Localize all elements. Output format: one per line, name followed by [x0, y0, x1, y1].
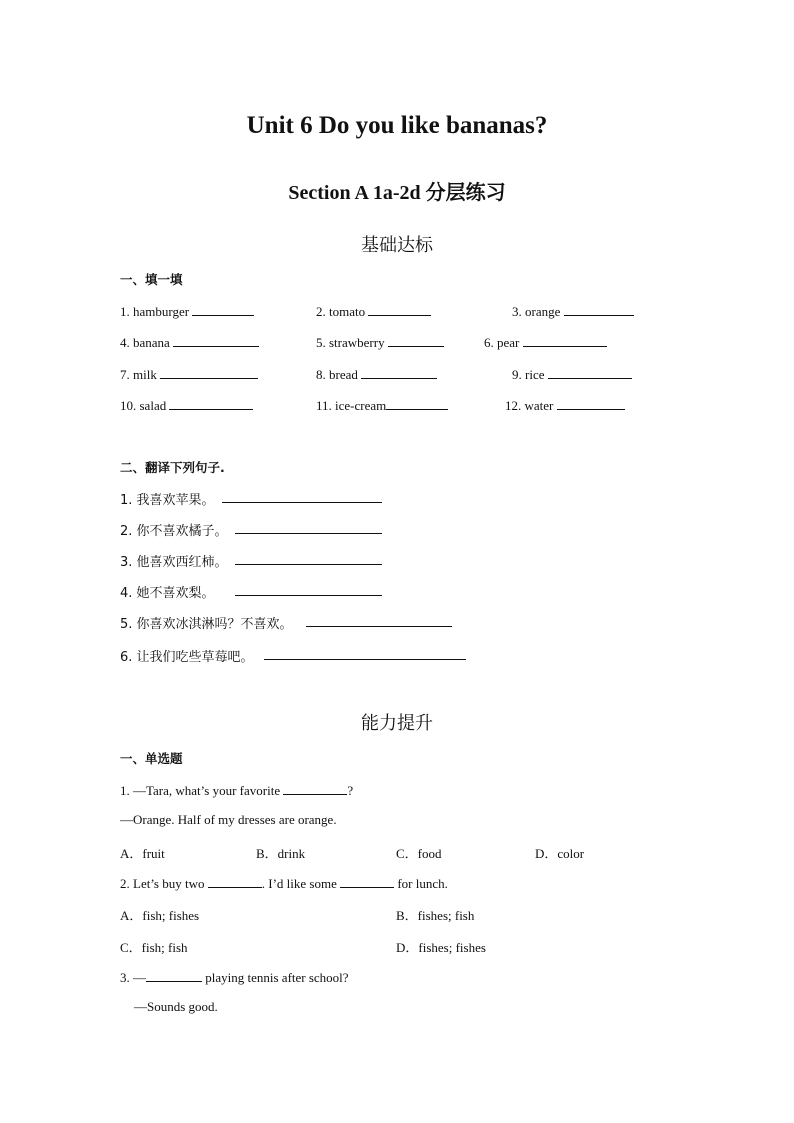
q1-option-a[interactable]: A．fruit [120, 846, 165, 861]
answer-blank[interactable] [283, 781, 347, 795]
part1-heading: 一、填一填 [120, 272, 183, 287]
answer-blank[interactable] [386, 396, 448, 410]
fill-item-11: 11. ice-cream [316, 396, 448, 414]
answer-blank[interactable] [160, 365, 258, 379]
part3-heading: 一、单选题 [120, 751, 183, 766]
question-1-reply: —Orange. Half of my dresses are orange. [120, 812, 337, 827]
fill-item-1: 1. hamburger [120, 302, 254, 320]
basic-level-heading: 基础达标 [361, 235, 433, 256]
translate-item-4: 4. 她不喜欢梨。 [120, 586, 215, 601]
translate-item-2: 2. 你不喜欢橘子。 [120, 524, 228, 539]
answer-blank[interactable] [306, 613, 452, 627]
answer-blank[interactable] [368, 302, 431, 316]
answer-blank[interactable] [235, 520, 382, 534]
q2-option-d[interactable]: D．fishes; fishes [396, 940, 486, 955]
question-1: 1. —Tara, what’s your favorite ? [120, 783, 354, 798]
page-title: Unit 6 Do you like bananas? [246, 112, 548, 139]
fill-item-5: 5. strawberry [316, 333, 444, 351]
q2-option-c[interactable]: C．fish; fish [120, 940, 188, 955]
q1-option-b[interactable]: B．drink [256, 846, 306, 861]
answer-blank[interactable] [264, 646, 466, 660]
answer-blank[interactable] [340, 874, 394, 888]
answer-blank[interactable] [388, 333, 444, 347]
question-3: 3. — playing tennis after school? [120, 970, 349, 985]
answer-blank[interactable] [235, 582, 382, 596]
answer-blank[interactable] [222, 489, 382, 503]
q2-option-b[interactable]: B．fishes; fish [396, 908, 475, 923]
fill-item-6: 6. pear [484, 333, 607, 351]
answer-blank[interactable] [173, 333, 259, 347]
question-3-reply: —Sounds good. [134, 999, 218, 1014]
answer-blank[interactable] [548, 365, 632, 379]
translate-item-3: 3. 他喜欢西红柿。 [120, 555, 228, 570]
answer-blank[interactable] [361, 365, 437, 379]
fill-item-4: 4. banana [120, 333, 259, 351]
fill-item-8: 8. bread [316, 365, 437, 383]
answer-blank[interactable] [523, 333, 607, 347]
advanced-level-heading: 能力提升 [361, 713, 433, 734]
answer-blank[interactable] [208, 874, 262, 888]
answer-blank[interactable] [192, 302, 254, 316]
q1-option-c[interactable]: C．food [396, 846, 442, 861]
answer-blank[interactable] [235, 551, 382, 565]
translate-item-6: 6. 让我们吃些草莓吧。 [120, 650, 254, 665]
translate-item-1: 1. 我喜欢苹果。 [120, 493, 215, 508]
answer-blank[interactable] [564, 302, 634, 316]
answer-blank[interactable] [146, 968, 202, 982]
q2-option-a[interactable]: A．fish; fishes [120, 908, 200, 923]
answer-blank[interactable] [169, 396, 253, 410]
section-subtitle: Section A 1a-2d 分层练习 [288, 182, 506, 204]
fill-item-9: 9. rice [512, 365, 632, 383]
part2-heading: 二、翻译下列句子. [120, 460, 225, 475]
translate-item-5: 5. 你喜欢冰淇淋吗？不喜欢。 [120, 617, 293, 632]
fill-item-3: 3. orange [512, 302, 634, 320]
fill-item-12: 12. water [505, 396, 625, 414]
fill-item-10: 10. salad [120, 396, 253, 414]
fill-item-2: 2. tomato [316, 302, 431, 320]
answer-blank[interactable] [557, 396, 625, 410]
q1-option-d[interactable]: D．color [535, 846, 585, 861]
fill-item-7: 7. milk [120, 365, 258, 383]
question-2: 2. Let’s buy two . I’d like some for lunch. [120, 876, 448, 891]
